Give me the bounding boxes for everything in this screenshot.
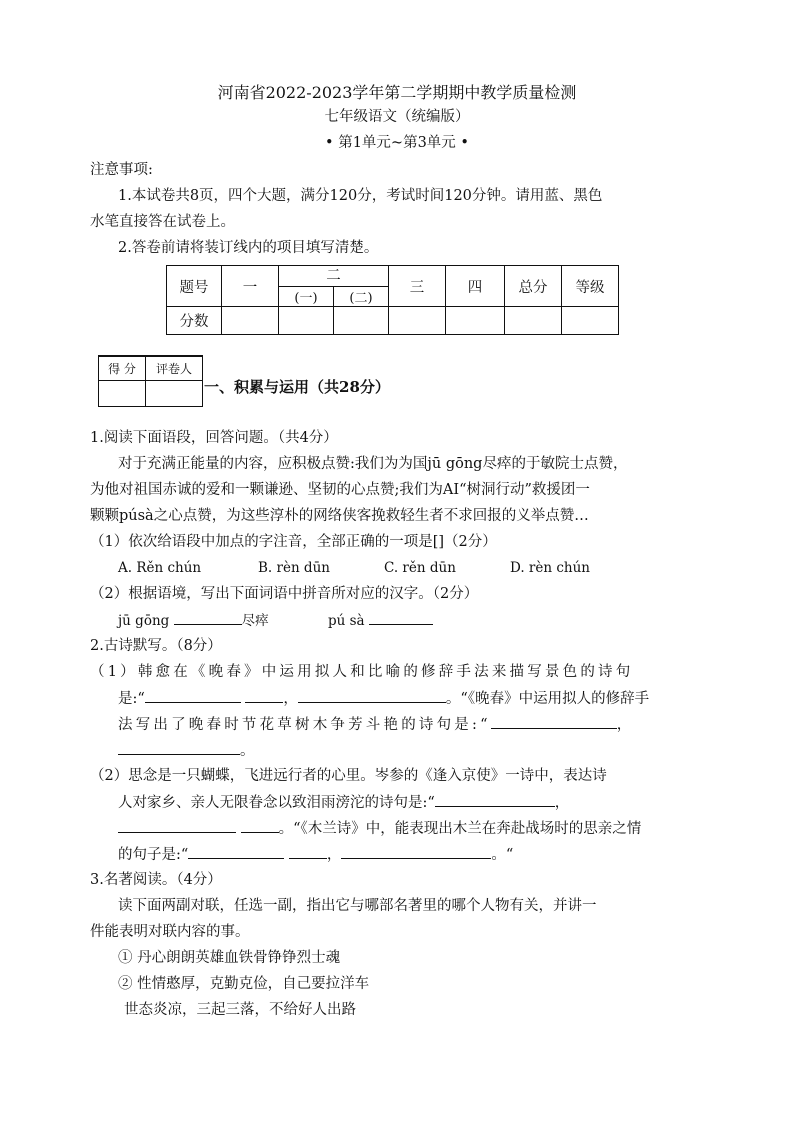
q2-blank-2[interactable] (245, 688, 283, 703)
q1-fill-2-pinyin: pú sà (328, 613, 365, 629)
q2-s2-line-3-suffix: 。“《木兰诗》中，能表现出木兰在奔赴战场时的思亲之情 (278, 821, 642, 837)
q2-s2-comma-2: ， (326, 847, 342, 863)
score-cell-4[interactable] (446, 307, 505, 335)
score-header-total: 总分 (505, 266, 562, 307)
grader-score-label: 得 分 (99, 356, 146, 380)
exam-subtitle: 七年级语文（统编版） (324, 109, 470, 125)
q2-s2-line-1: （2）思念是一只蝴蝶，飞进远行者的心里。岑参的《逢入京使》一诗中，表达诗 (90, 768, 607, 784)
q1-option-a: A. Rěn chún (118, 560, 202, 576)
q1-fill-2 (328, 610, 433, 631)
q2-blank-4[interactable] (491, 714, 617, 729)
q2-blank-1[interactable] (145, 688, 241, 703)
score-header-2: 二 (279, 266, 389, 287)
q3-couplet-2b: 世态炎凉，三起三落，不给好人出路 (124, 1002, 356, 1018)
q1-option-d: D. rèn chún (510, 560, 590, 576)
score-header-1: 一 (222, 266, 279, 307)
q3-instruction-2: 件能表明对联内容的事。 (90, 924, 250, 940)
q1-fill-1-pinyin: jū gōng (118, 613, 170, 629)
q3-couplet-1: ① 丹心朗朗英雄血铁骨铮铮烈士魂 (118, 950, 341, 966)
q1-option-c: C. rěn dūn (384, 560, 456, 576)
q2-s2-line-4-prefix: 的句子是:“ (118, 847, 189, 863)
q1-sub1: （1）依次给语段中加点的字注音，全部正确的一项是[]（2分） (90, 534, 497, 550)
q2-s2-line-2 (118, 792, 569, 813)
q2-title: 2.古诗默写。（8分） (90, 638, 222, 654)
notes-line-1b: 水笔直接答在试卷上。 (90, 214, 235, 230)
score-row-label: 分数 (167, 307, 222, 335)
score-table (166, 265, 619, 335)
q1-option-b: B. rèn dūn (258, 560, 330, 576)
q2-s1-comma-1: ， (283, 691, 298, 707)
q2-blank-8[interactable] (241, 818, 279, 833)
q1-sub2: （2）根据语境，写出下面词语中拼音所对应的汉字。（2分） (90, 586, 479, 602)
q1-fill-1-suffix: 尽瘁 (241, 613, 269, 629)
q3-instruction-1: 读下面两副对联，任选一副，指出它与哪部名著里的哪个人物有关，并讲一 (118, 898, 597, 914)
score-cell-2-1[interactable] (279, 307, 334, 335)
q1-fill-1-blank[interactable] (174, 610, 242, 625)
notes-line-1a: 1.本试卷共8页，四个大题，满分120分，考试时间120分钟。请用蓝、黑色 (118, 188, 603, 204)
q2-blank-10[interactable] (289, 844, 327, 859)
notes-line-2: 2.答卷前请将装订线内的项目填写清楚。 (118, 240, 379, 256)
q2-s2-comma-1: ， (554, 795, 570, 811)
notes-heading: 注意事项: (90, 162, 153, 178)
q2-s2-line-2-prefix: 人对家乡、亲人无限眷念以致泪雨滂沱的诗句是:“ (118, 795, 435, 811)
score-header-3: 三 (389, 266, 446, 307)
q1-fill-2-blank[interactable] (369, 610, 433, 625)
q2-s1-line-3 (118, 714, 634, 735)
exam-title: 河南省2022-2023学年第二学期期中教学质量检测 (217, 83, 577, 102)
q2-blank-6[interactable] (435, 792, 555, 807)
grader-score-cell[interactable] (99, 380, 146, 406)
q3-couplet-2a: ② 性情憨厚，克勤克俭，自己要拉洋车 (118, 976, 370, 992)
q2-blank-5[interactable] (118, 740, 240, 755)
score-header-grade: 等级 (562, 266, 619, 307)
q1-passage-2: 为他对祖国赤诚的爱和一颗谦逊、坚韧的心点赞;我们为AI“树洞行动”救援团一 (90, 482, 590, 498)
q2-s1-line-4 (118, 740, 255, 761)
q2-s1-line-2-prefix: 是:“ (118, 691, 145, 707)
q1-fill-1 (118, 610, 269, 631)
q2-s2-line-4 (118, 844, 513, 865)
q2-blank-7[interactable] (118, 818, 236, 833)
score-cell-total[interactable] (505, 307, 562, 335)
score-header-number: 题号 (167, 266, 222, 307)
score-cell-grade[interactable] (562, 307, 619, 335)
q2-blank-11[interactable] (341, 844, 491, 859)
grader-box (98, 355, 203, 407)
score-cell-3[interactable] (389, 307, 446, 335)
q1-passage-3: 颗颗púsà之心点赞，为这些淳朴的网络侠客挽救轻生者不求回报的义举点赞… (90, 508, 589, 524)
q2-s2-line-4-suffix: 。“ (491, 847, 514, 863)
q2-blank-9[interactable] (188, 844, 284, 859)
score-cell-2-2[interactable] (334, 307, 389, 335)
score-subheader-2-1: (一) (279, 287, 334, 307)
score-subheader-2-2: (二) (334, 287, 389, 307)
q3-title: 3.名著阅读。（4分） (90, 872, 222, 888)
q2-s1-period: 。 (240, 743, 255, 759)
q2-blank-3[interactable] (298, 688, 446, 703)
q2-s1-comma-2: ， (616, 717, 635, 733)
q2-s1-line-1: （1）韩愈在《晚春》中运用拟人和比喻的修辞手法来描写景色的诗句 (90, 664, 634, 680)
exam-scope: • 第1单元~第3单元 • (325, 135, 469, 151)
grader-reviewer-label: 评卷人 (146, 356, 203, 380)
q2-s1-line-3-prefix: 法写出了晚春时节花草树木争芳斗艳的诗句是:“ (118, 717, 491, 733)
score-cell-1[interactable] (222, 307, 279, 335)
q1-passage-1: 对于充满正能量的内容，应积极点赞:我们为为国jū gōng尽瘁的于敏院士点赞， (118, 456, 628, 472)
q2-s1-line-2 (118, 688, 649, 709)
section-1-heading: 一、积累与运用（共28分） (204, 378, 390, 396)
grader-reviewer-cell[interactable] (146, 380, 203, 406)
score-header-4: 四 (446, 266, 505, 307)
q2-s1-line-2-suffix: 。“《晚春》中运用拟人的修辞手 (445, 691, 650, 707)
q2-s2-line-3 (118, 818, 641, 839)
q1-title: 1.阅读下面语段，回答问题。（共4分） (90, 430, 338, 446)
